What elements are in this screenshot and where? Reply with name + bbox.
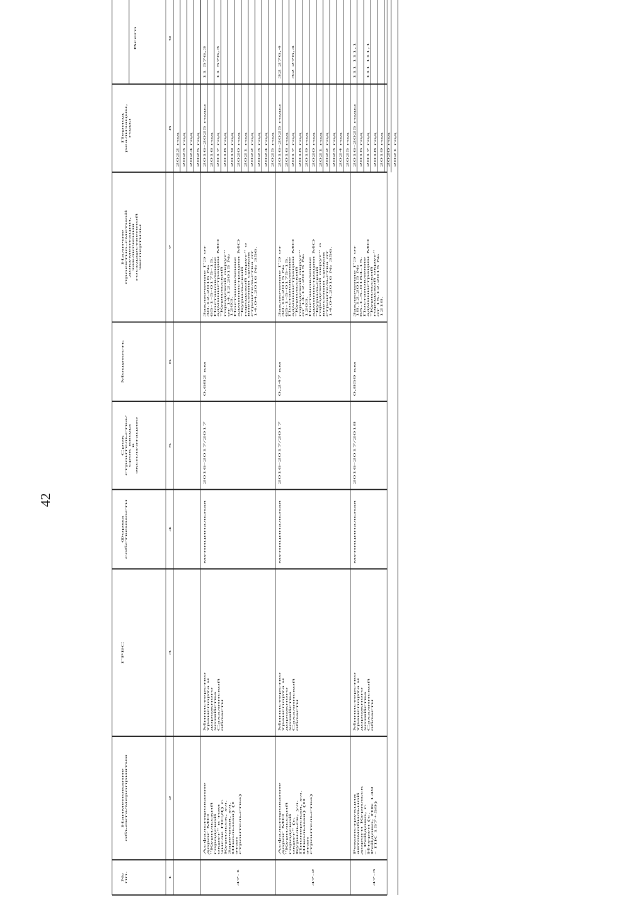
project-term: 2016-2017/2017 xyxy=(277,421,282,485)
header-h4: Формасобственности xyxy=(120,499,128,559)
year-cell: 2021 год xyxy=(243,132,248,167)
project-doc: Заключение ГЭ от30.12.2016 №65-1-5-0175-15.Постановлениеадминистрации МО"Курильскийгородской округ"от 14.12.2015 №1203.Постановлениеадминистрации МО"Курильскийгородской округ" овнесении сроковстроительства от14.04.2016 № 356. xyxy=(203,239,258,317)
project-term: 2016-2017/2017 xyxy=(202,421,207,485)
year-cell: 2025 год xyxy=(271,132,275,167)
page-number: 42 xyxy=(39,493,54,507)
year-cell: 2020 год xyxy=(311,132,316,167)
column-number: 6 xyxy=(167,359,172,365)
year-cell: 2016-2025 годы xyxy=(352,103,357,167)
header-h2: Наименованиеобъекта/мероприятия xyxy=(120,754,128,842)
column-number: 9 xyxy=(167,35,172,41)
year-cell: 2023 год xyxy=(182,132,187,167)
header-h3: ГРБС xyxy=(120,641,125,664)
column-number: 3 xyxy=(167,650,172,656)
year-cell: 2024 год xyxy=(339,132,343,167)
project-term: 2016-2017/2018 xyxy=(352,421,357,485)
project-doc: Заключение ГЭ от18.12.2015 №65-1-5-0184-15.Постановлениеадминистрации МО"Курильскийгородской округ"от 15.12.2015 №1218. xyxy=(353,239,384,317)
project-doc: Заключение ГЭ от30.10.2015 №65-1-5-0175-15.Постановлениеадминистрации МО"Курильскийгородской округ"от 14.12.2015 №1203.Постановлениеадминистрации МО"Курильскийгородской округ" овнесении сроковстроительства от14.04.2016 № 356. xyxy=(278,239,333,317)
year-cell: 2023 год xyxy=(257,132,261,167)
header-h7: Наличиепроектно-сметнойдокументации,заключениягосударственнойэкспертизы xyxy=(120,210,142,285)
year-cell: 2019 год xyxy=(379,132,384,167)
total-cell: 111 111,1 xyxy=(352,42,357,79)
year-cell: 2016-2025 годы xyxy=(202,103,207,167)
year-cell: 2016-2025 годы xyxy=(277,103,282,167)
year-cell: 2016 год xyxy=(284,132,289,167)
year-cell: 2020 год xyxy=(237,132,241,167)
project-ownership: муниципальная xyxy=(277,500,282,564)
project-number: 47.1 xyxy=(236,868,240,887)
year-cell: 2022 год xyxy=(250,132,255,167)
year-cell: 2023 год xyxy=(332,132,336,167)
project-name: Асфальтированиедорог МО"Курильскийгородскойокруг" в томчисле ПСД) г.Курильск, ул.Заречная, ул.Школьная) (Iэтапстроительства) xyxy=(202,782,242,855)
header-h1: №пп. xyxy=(120,871,128,884)
project-ownership: муниципальная xyxy=(352,500,357,564)
investment-table xyxy=(112,26,597,895)
year-cell: 2018 год xyxy=(373,132,377,167)
total-cell: 111 111,1 xyxy=(366,42,370,79)
header-h5: Срокстроительства/срок вводавэксплуатацию xyxy=(120,415,139,476)
column-number: 7 xyxy=(167,244,172,250)
total-cell: 32 276,4 xyxy=(291,45,295,79)
column-number: 8 xyxy=(167,125,172,131)
project-grbs: Министерствотранспорта идорожногохозяйстваСахалинскойобласти xyxy=(352,672,374,732)
year-cell: 2016 год xyxy=(209,132,214,167)
column-number: 2 xyxy=(167,795,172,801)
year-cell: 2025 год xyxy=(345,132,350,167)
year-cell: 2022 год xyxy=(175,132,180,167)
project-grbs: Министерствотранспорта идорожногохозяйстваСахалинскойобласти xyxy=(277,672,299,732)
project-name: Асфальтированиедорог МО"Курильскийгородскойокруг" (г.Курильск, ул.Пионерская, ул.Школьная) (IIэтапстроительства) xyxy=(277,782,314,855)
project-capacity: 0,247 км xyxy=(277,361,282,397)
project-ownership: муниципальная xyxy=(202,500,207,564)
year-cell: 2024 год xyxy=(264,132,268,167)
column-number: 1 xyxy=(167,874,172,880)
year-cell: 2022 год xyxy=(325,132,329,167)
project-capacity: 0,682 км xyxy=(202,361,207,397)
year-cell: 2024 год xyxy=(189,132,193,167)
column-number: 4 xyxy=(167,526,172,532)
project-name: Реконструкцияавтомобильнойдороги Курильск– Рейдово, г.Итуруп (с.Рейдово, ПК 149- ПК 157+59) xyxy=(352,785,378,855)
year-cell: 2016 год xyxy=(359,132,364,167)
year-cell: 2019 год xyxy=(305,132,309,167)
year-cell: 2025 год xyxy=(196,132,200,167)
year-cell: 2017 год xyxy=(216,132,221,167)
total-cell: 11 576,3 xyxy=(202,45,207,79)
project-grbs: Министерствотранспорта идорожногохозяйстваСахалинскойобласти xyxy=(202,672,225,732)
year-cell: 2021 год xyxy=(393,132,398,167)
year-cell: 2018 год xyxy=(298,132,302,167)
year-cell: 2021 год xyxy=(318,132,323,167)
project-number: 47.3 xyxy=(372,868,377,887)
year-cell: 2017 год xyxy=(291,132,295,167)
header-h8: Периодреализации,годы xyxy=(120,103,132,153)
project-capacity: 0,859 км xyxy=(352,361,357,397)
year-cell: 2020 год xyxy=(386,132,391,167)
year-cell: 2018 год xyxy=(223,132,227,167)
total-cell: 11 576,3 xyxy=(216,45,221,79)
column-number: 5 xyxy=(167,442,172,448)
header-h9: Всего xyxy=(133,26,137,50)
total-cell: 32 276,4 xyxy=(277,45,282,79)
year-cell: 2017 год xyxy=(366,132,370,167)
project-number: 47.2 xyxy=(310,868,315,887)
header-h6: Мощность xyxy=(120,340,125,384)
year-cell: 2019 год xyxy=(230,132,234,167)
